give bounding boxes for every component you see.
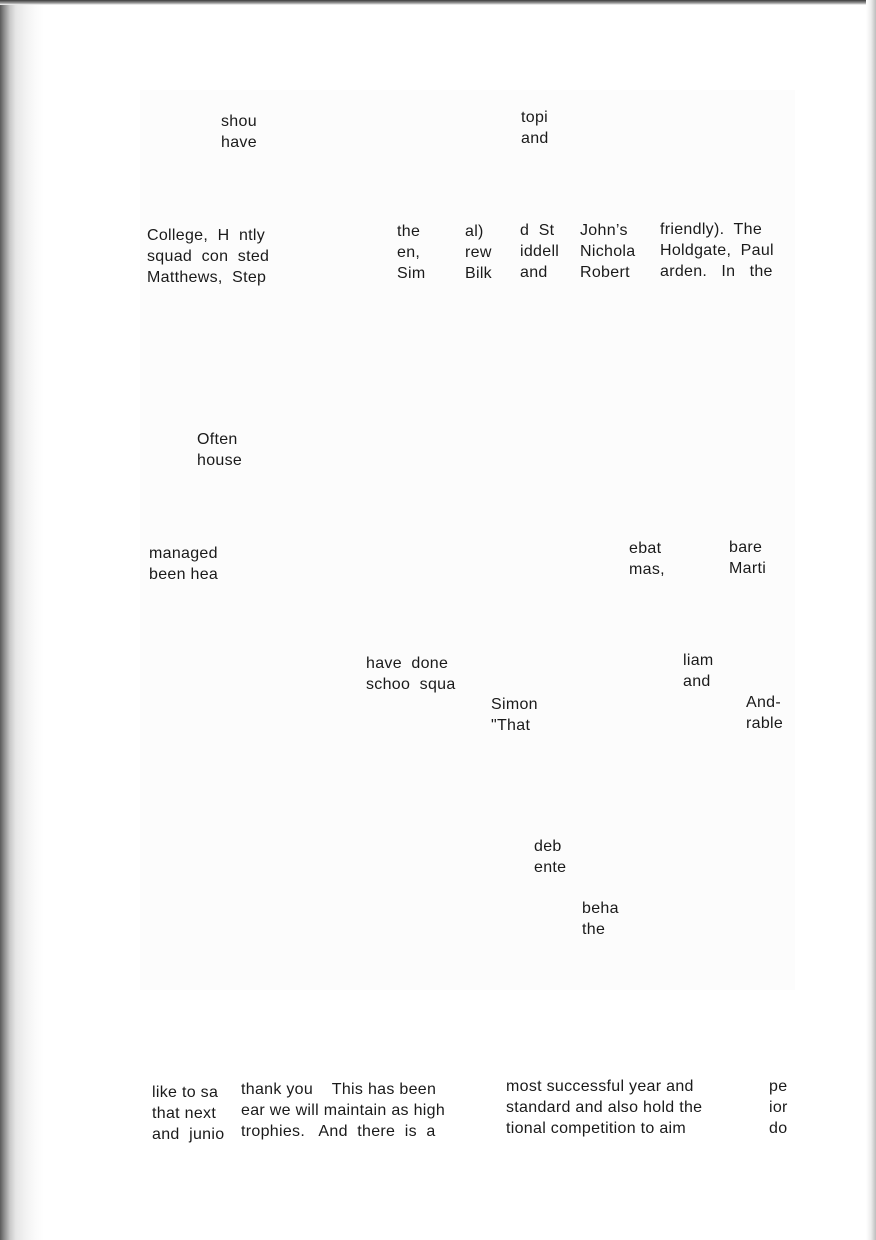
book-binding-shadow bbox=[0, 0, 44, 1240]
text-fragment: d St iddell and bbox=[520, 222, 560, 281]
text-fragment: beha the bbox=[582, 900, 619, 938]
text-fragment: bare Marti bbox=[729, 539, 767, 577]
text-fragment: al) rew Bilk bbox=[465, 223, 492, 282]
text-fragment: liam and bbox=[683, 652, 714, 690]
text-fragment: Simon "That bbox=[491, 696, 538, 734]
text-fragment: And- rable bbox=[746, 694, 784, 732]
text-fragment: pe ior do bbox=[769, 1078, 788, 1137]
text-fragment: John’s Nichola Robert bbox=[580, 222, 636, 281]
text-fragment: managed been hea bbox=[149, 545, 219, 583]
text-fragment: like to sa that next and junio bbox=[152, 1084, 225, 1143]
text-fragment: the en, Sim bbox=[397, 223, 426, 282]
text-fragment: friendly). The Holdgate, Paul arden. In the bbox=[660, 221, 774, 280]
page-right-edge bbox=[866, 0, 876, 1240]
text-fragment: have done schoo squa bbox=[366, 655, 456, 693]
text-fragment: thank you This has been ear we will maintain as high trophies. And there is a bbox=[241, 1081, 446, 1140]
text-fragment: Often house bbox=[197, 431, 243, 469]
text-fragment: topi and bbox=[521, 109, 549, 147]
text-fragment: ebat mas, bbox=[629, 540, 665, 578]
text-fragment: most successful year and standard and also hold the tional competition to aim bbox=[506, 1078, 703, 1137]
text-fragment: College, H ntly squad con sted Matthews, Step bbox=[147, 227, 270, 286]
text-fragment: shou have bbox=[221, 113, 257, 151]
text-fragment: deb ente bbox=[534, 838, 567, 876]
page-top-edge bbox=[0, 0, 876, 5]
